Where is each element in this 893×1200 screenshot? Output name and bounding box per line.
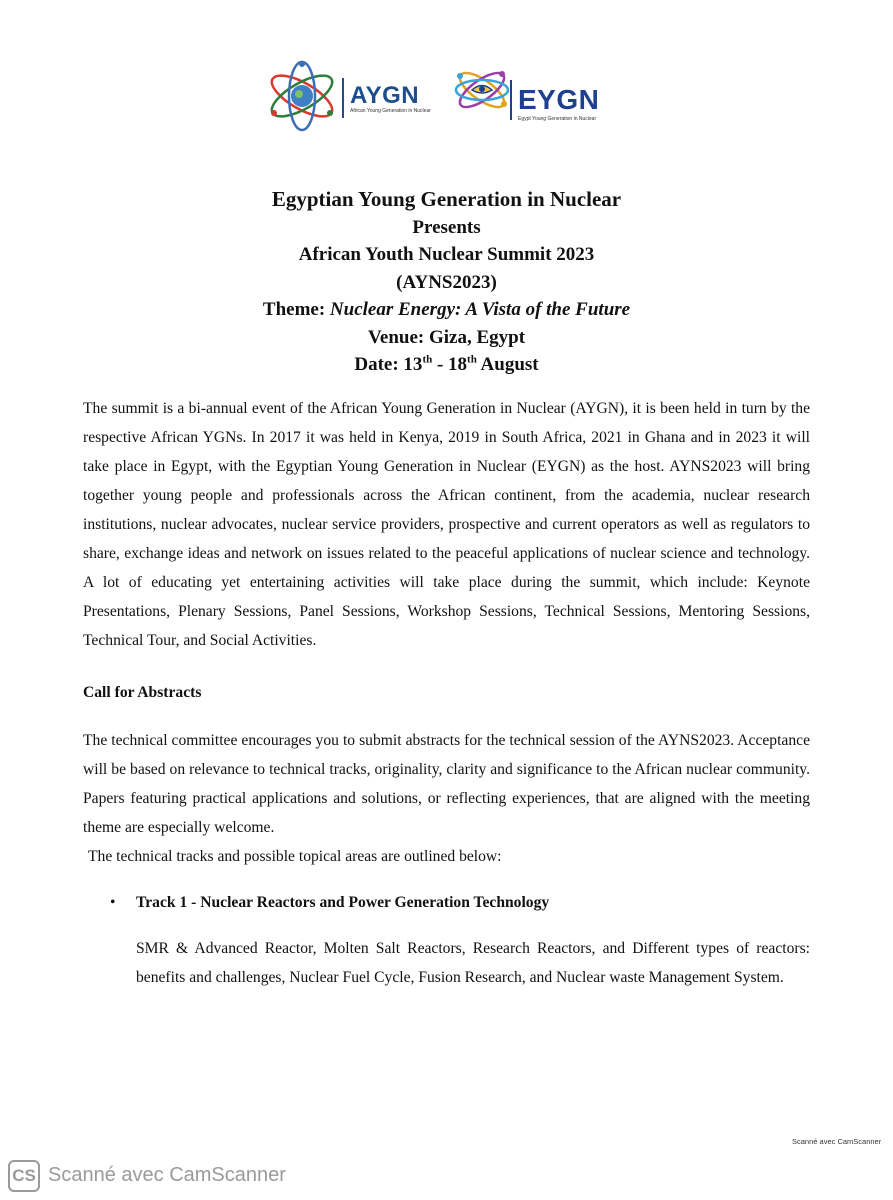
camscanner-logo: CS	[8, 1160, 40, 1192]
presents-line: Presents	[412, 216, 481, 238]
aygn-logo	[264, 56, 434, 136]
date-mid: - 18	[432, 354, 468, 375]
organizer-title: Egyptian Young Generation in Nuclear	[271, 187, 622, 211]
aygn-logo-text: AYGN	[350, 82, 420, 109]
scanner-small-label: Scanné avec CamScanner	[792, 1137, 882, 1146]
eygn-logo	[452, 56, 612, 136]
venue-line: Venue: Giza, Egypt	[367, 326, 526, 348]
theme-value: Nuclear Energy: A Vista of the Future	[329, 299, 631, 320]
aygn-divider	[342, 78, 344, 118]
track-1-title-text: Track 1 - Nuclear Reactors and Power Generation Technology	[136, 894, 550, 911]
track-1-description: SMR & Advanced Reactor, Molten Salt Reactors, Research Reactors, and Different types of reactors: benefits and challenges, Nuclear Fuel Cycle, Fusion Research, and Nuclear waste Management System.	[136, 940, 810, 986]
tracks-intro: The technical tracks and possible topical areas are outlined below:	[88, 848, 502, 865]
scanner-watermark: Scanné avec CamScanner	[48, 1164, 286, 1186]
logo-header	[264, 56, 624, 136]
aygn-logo-subtitle: African Young Generation in Nuclear	[350, 108, 431, 114]
bullet: •	[110, 894, 116, 911]
atom-icon	[264, 56, 344, 136]
call-for-abstracts-heading: Call for Abstracts	[83, 684, 202, 701]
date-line	[0, 351, 893, 379]
theme-line	[0, 296, 893, 324]
intro-paragraph: The summit is a bi-annual event of the African Young Generation in Nuclear (AYGN), it is been held in turn by the respective African YGNs. In 2017 it was held in Kenya, 2019 in South Africa, 2021 in Ghana and in 2023 it will take place in Egypt, with the Egyptian Young Generation in Nuclear (EYGN) as the host. AYNS2023 will bring together young people and professionals across the African continent, from the academia, nuclear research institutions, nuclear advocates, nuclear service providers, prospective and current operators as well as regulators to share, exchange ideas and network on issues related to the peaceful applications of nuclear science and technology. A lot of educating yet entertaining activities will take place during the summit, which include: Keynote Presentations, Plenary Sessions, Panel Sessions, Workshop Sessions, Technical Sessions, Mentoring Sessions, Technical Tour, and Social Activities.	[83, 400, 810, 649]
date-suffix: August	[476, 354, 539, 375]
eygn-logo-subtitle: Egypt Young Generation in Nuclear	[518, 116, 597, 122]
call-for-abstracts-paragraph: The technical committee encourages you to submit abstracts for the technical session of the AYNS2023. Acceptance will be based on relevance to technical tracks, originality, clarity and significance to the African nuclear community. Papers featuring practical applications and solutions, or reflecting experiences, that are aligned with the meeting theme are especially welcome.	[83, 732, 810, 836]
event-acronym: (AYNS2023)	[396, 271, 497, 293]
eye-of-horus-atom-icon	[452, 60, 514, 122]
date-prefix: Date: 13	[354, 354, 423, 375]
theme-label: Theme:	[262, 299, 326, 320]
date-sup-end: th	[467, 353, 477, 366]
eygn-divider	[510, 80, 512, 120]
title-block	[0, 186, 893, 379]
event-title: African Youth Nuclear Summit 2023	[298, 244, 595, 265]
eygn-logo-text: EYGN	[518, 84, 600, 115]
track-1-title	[110, 894, 549, 912]
date-sup-start: th	[422, 353, 433, 366]
